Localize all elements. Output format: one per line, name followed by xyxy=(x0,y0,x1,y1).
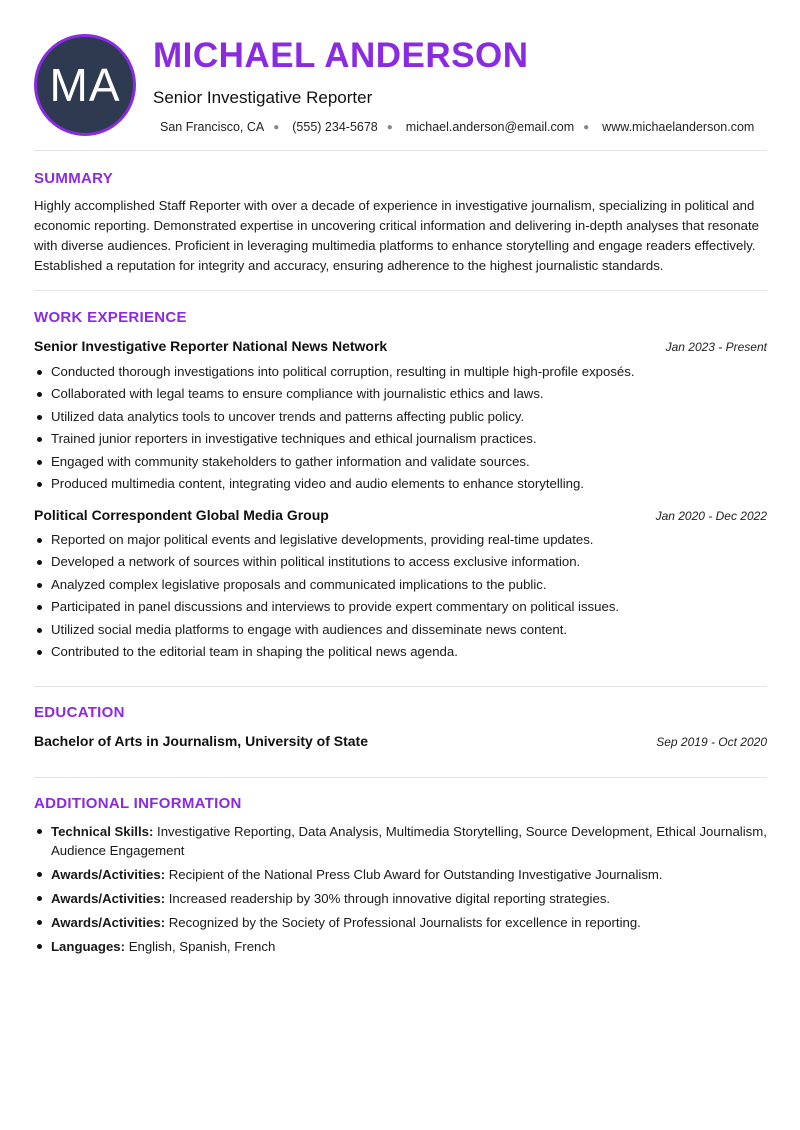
list-item xyxy=(34,913,767,932)
list-item: Collaborated with legal teams to ensure compliance with journalistic ethics and laws. xyxy=(34,383,767,405)
list-item: Participated in panel discussions and interviews to provide expert commentary on political issues. xyxy=(34,596,767,618)
summary-text: Highly accomplished Staff Reporter with over a decade of experience in investigative journalism, specializing in political and economic reporting. Demonstrated expertise in uncovering critical information and delivering in-depth analyses that resonate with diverse audiences. Proficient in leveraging multimedia platforms to enhance storytelling and engage readers effectively. Established a reputation for integrity and accuracy, ensuring adherence to the highest journalistic standards. xyxy=(34,198,759,273)
item-label: Awards/Activities: xyxy=(51,915,166,930)
list-item: Developed a network of sources within political institutions to access exclusive information. xyxy=(34,551,767,573)
list-item: Utilized social media platforms to engage with audiences and disseminate news content. xyxy=(34,619,767,641)
item-text: English, Spanish, French xyxy=(128,939,276,954)
candidate-name: MICHAEL ANDERSON xyxy=(153,36,529,75)
job-date: Jan 2023 - Present xyxy=(665,340,767,354)
summary-heading: SUMMARY xyxy=(34,170,114,187)
candidate-title: Senior Investigative Reporter xyxy=(153,88,373,107)
divider xyxy=(34,150,767,151)
bullet-separator-icon: ● xyxy=(583,121,590,133)
list-item: Reported on major political events and legislative developments, providing real-time updates. xyxy=(34,529,767,551)
education-heading: EDUCATION xyxy=(34,704,125,721)
job-role: Senior Investigative Reporter National News Network xyxy=(34,338,388,354)
list-item: Produced multimedia content, integrating video and audio elements to enhance storytelling. xyxy=(34,473,767,495)
avatar xyxy=(34,34,136,136)
job-bullets xyxy=(34,529,767,663)
item-text: Recognized by the Society of Professional Journalists for excellence in reporting. xyxy=(168,915,641,930)
education-degree: Bachelor of Arts in Journalism, University of State xyxy=(34,733,369,749)
item-label: Awards/Activities: xyxy=(51,891,166,906)
list-item xyxy=(34,822,767,860)
contact-bar xyxy=(160,120,754,134)
divider xyxy=(34,777,767,778)
item-text: Recipient of the National Press Club Award for Outstanding Investigative Journalism. xyxy=(168,867,663,882)
education-entry xyxy=(34,733,767,749)
additional-list xyxy=(34,822,767,961)
list-item xyxy=(34,889,767,908)
job-bullets xyxy=(34,361,767,495)
list-item: Contributed to the editorial team in shaping the political news agenda. xyxy=(34,641,767,663)
job-date: Jan 2020 - Dec 2022 xyxy=(655,509,767,523)
additional-heading: ADDITIONAL INFORMATION xyxy=(34,795,242,812)
item-text: Investigative Reporting, Data Analysis, Multimedia Storytelling, Source Development, Ethical Journalism, Audience Engagement xyxy=(51,824,767,858)
item-text: Increased readership by 30% through innovative digital reporting strategies. xyxy=(168,891,611,906)
contact-phone[interactable]: (555) 234-5678 xyxy=(292,120,378,134)
avatar-initials: MA xyxy=(49,59,121,111)
item-label: Languages: xyxy=(51,939,126,954)
education-date: Sep 2019 - Oct 2020 xyxy=(656,735,767,749)
contact-website[interactable]: www.michaelanderson.com xyxy=(602,120,755,134)
job-role: Political Correspondent Global Media Group xyxy=(34,507,329,523)
list-item: Conducted thorough investigations into political corruption, resulting in multiple high-profile exposés. xyxy=(34,361,767,383)
job-header xyxy=(34,338,767,354)
experience-heading: WORK EXPERIENCE xyxy=(34,309,187,326)
list-item: Analyzed complex legislative proposals and communicated implications to the public. xyxy=(34,574,767,596)
item-label: Technical Skills: xyxy=(51,824,154,839)
item-label: Awards/Activities: xyxy=(51,867,166,882)
divider xyxy=(34,686,767,687)
bullet-separator-icon: ● xyxy=(386,121,393,133)
list-item: Engaged with community stakeholders to gather information and validate sources. xyxy=(34,451,767,473)
list-item: Trained junior reporters in investigative techniques and ethical journalism practices. xyxy=(34,428,767,450)
job-header xyxy=(34,507,767,523)
list-item: Utilized data analytics tools to uncover trends and patterns affecting public policy. xyxy=(34,406,767,428)
bullet-separator-icon: ● xyxy=(273,121,280,133)
divider xyxy=(34,290,767,291)
contact-location: San Francisco, CA xyxy=(160,120,265,134)
list-item xyxy=(34,865,767,884)
contact-email[interactable]: michael.anderson@email.com xyxy=(405,120,575,134)
list-item xyxy=(34,937,767,956)
